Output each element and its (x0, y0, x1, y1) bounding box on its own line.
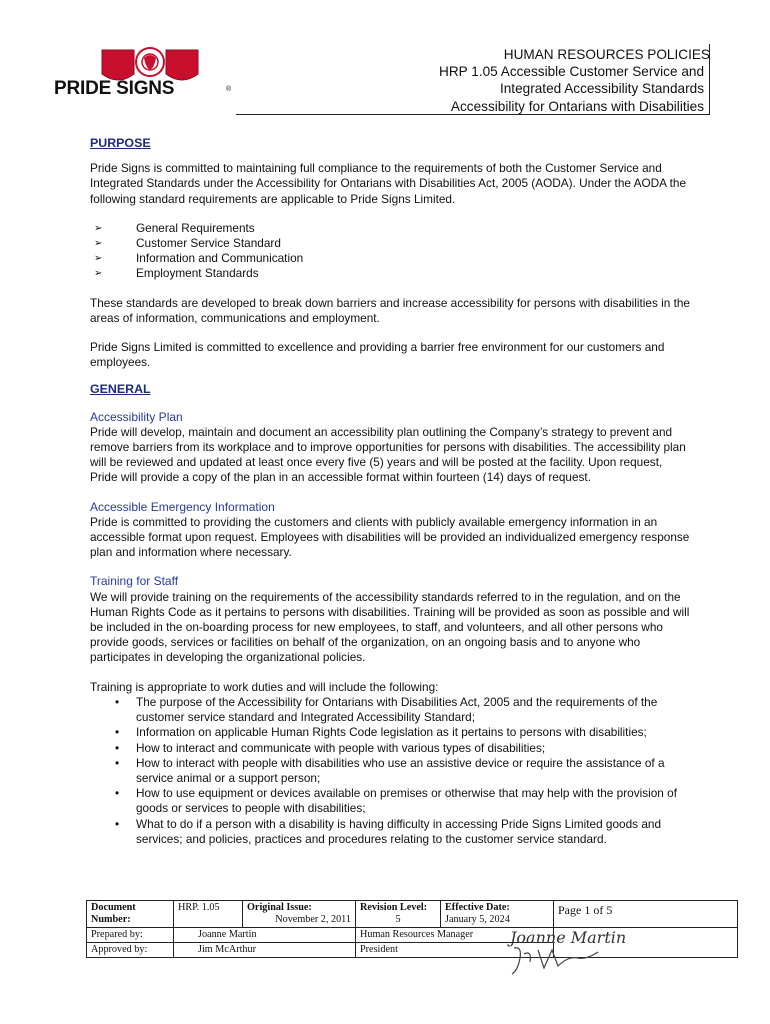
policy-title-line: Integrated Accessibility Standards (499, 81, 704, 97)
document-body (90, 136, 690, 847)
list-item: • What to do if a person with a disability is having difficulty in accessing Pride Signs Limited goods and services; and policies, practices and procedures relating to the customer service standard. (115, 816, 662, 846)
general-heading: GENERAL (90, 382, 151, 397)
list-item: • How to interact and communicate with people with various types of disabilities; (115, 740, 546, 755)
logo-wordmark: PRIDE SIGNS (54, 78, 175, 99)
arrow-bullet-icon: ➢ (94, 253, 103, 265)
bullet-icon: • (115, 816, 120, 831)
table-row (87, 901, 738, 928)
approved-by-title: President (356, 943, 554, 958)
emergency-info-text: Pride is committed to providing the customers and clients with publicly available emergency information in an accessible format upon request. Employees with disabilities will be provided an individualized emergency response plan and information where necessary. (90, 514, 690, 560)
doc-number-value: HRP. 1.05 (174, 901, 243, 928)
arrow-bullet-icon: ➢ (94, 268, 103, 280)
purpose-intro: Pride Signs is committed to maintaining full compliance to the requirements of both the Customer Service and Integrated Standards under the Accessibility for Ontarians with Disabilities Act, 2005 (AODA). Under the AODA the following standard requirements are applicable to Pride Signs Limited. (90, 161, 687, 206)
list-item: ➢ Employment Standards (94, 266, 259, 281)
approved-by-label: Approved by: (87, 943, 174, 958)
list-item: • How to use equipment or devices available on premises or otherwise that may help with the provision of goods or services to people with disabilities; (115, 786, 677, 816)
purpose-heading: PURPOSE (90, 136, 151, 150)
effective-date-cell: Effective Date: January 5, 2024 (441, 901, 554, 928)
bullet-icon: • (115, 725, 120, 740)
pride-signs-logo (50, 44, 230, 114)
bullet-icon: • (115, 755, 120, 770)
bullet-icon: • (115, 694, 120, 709)
registered-mark: ® (226, 86, 232, 93)
table-row (87, 928, 738, 943)
original-issue-cell: Original Issue: November 2, 2011 (243, 901, 356, 928)
prepared-by-title: Human Resources Manager (356, 928, 554, 943)
training-heading: Training for Staff (90, 574, 179, 589)
prepared-by-name: Joanne Martin (174, 928, 356, 943)
purpose-paragraph: These standards are developed to break down barriers and increase accessibility for persons with disabilities in the areas of information, communications and employment. (90, 295, 690, 325)
list-item: • How to interact with people with disabilities who use an assistive device or require the assistance of a service animal or a support person; (115, 755, 665, 785)
document-header (46, 44, 710, 120)
training-intro: Training is appropriate to work duties and will include the following: (90, 679, 439, 694)
arrow-bullet-icon: ➢ (94, 238, 103, 250)
accessibility-plan-text: Pride will develop, maintain and document an accessibility plan outlining the Company’s strategy to prevent and remove barriers from its workplace and to improve opportunities for persons with disabilities. The accessibility plan will be reviewed and updated at least once every five (5) years and will be posted at the facility. Upon request, Pride will provide a copy of the plan in an accessible format within fourteen (14) days of request. (90, 424, 686, 485)
title-border-bottom (236, 114, 710, 115)
doc-number-label: Document Number: (87, 901, 174, 928)
training-text: We will provide training on the requirements of the accessibility standards referred to in the regulation, and on the Human Rights Code as it pertains to persons with disabilities. Training will be provided as soon as possible and will be included in the on-boarding process for new employees, to staff, and volunteers, and all other persons who provide goods, services or facilities on behalf of the organization, on an ongoing basis and to anyone who participates in developing the organizational policies. (90, 589, 690, 665)
policy-title-line: HRP 1.05 Accessible Customer Service and (439, 64, 704, 80)
page-number: Page 1 of 5 (554, 901, 738, 928)
list-item: ➢ Customer Service Standard (94, 236, 281, 251)
arrow-bullet-icon: ➢ (94, 222, 103, 234)
prepared-by-label: Prepared by: (87, 928, 174, 943)
training-list (90, 695, 690, 847)
signature-joanne-martin: Joanne Martin (510, 928, 627, 947)
policy-title (439, 46, 710, 115)
policy-title-line: HUMAN RESOURCES POLICIES (503, 47, 710, 62)
list-item: ➢ Information and Communication (94, 251, 304, 266)
standards-list (90, 221, 690, 282)
list-item: • Information on applicable Human Rights Code legislation as it pertains to persons with disabilities; (115, 725, 647, 740)
purpose-paragraph: Pride Signs Limited is committed to excellence and providing a barrier free environment for our customers and employees. (90, 340, 665, 370)
document-control-table (86, 900, 738, 958)
approved-by-name: Jim McArthur (174, 943, 356, 958)
policy-title-line: Accessibility for Ontarians with Disabilities (450, 98, 704, 114)
revision-cell: Revision Level: 5 (356, 901, 441, 928)
signature-jim-mcarthur (508, 944, 608, 980)
list-item: ➢ General Requirements (94, 220, 255, 235)
bullet-icon: • (115, 740, 120, 755)
bullet-icon: • (115, 786, 120, 801)
accessibility-plan-heading: Accessibility Plan (90, 409, 183, 424)
emergency-info-heading: Accessible Emergency Information (90, 499, 275, 514)
list-item: • The purpose of the Accessibility for Ontarians with Disabilities Act, 2005 and the requirements of the customer service standard and Integrated Accessibility Standard; (115, 694, 658, 725)
